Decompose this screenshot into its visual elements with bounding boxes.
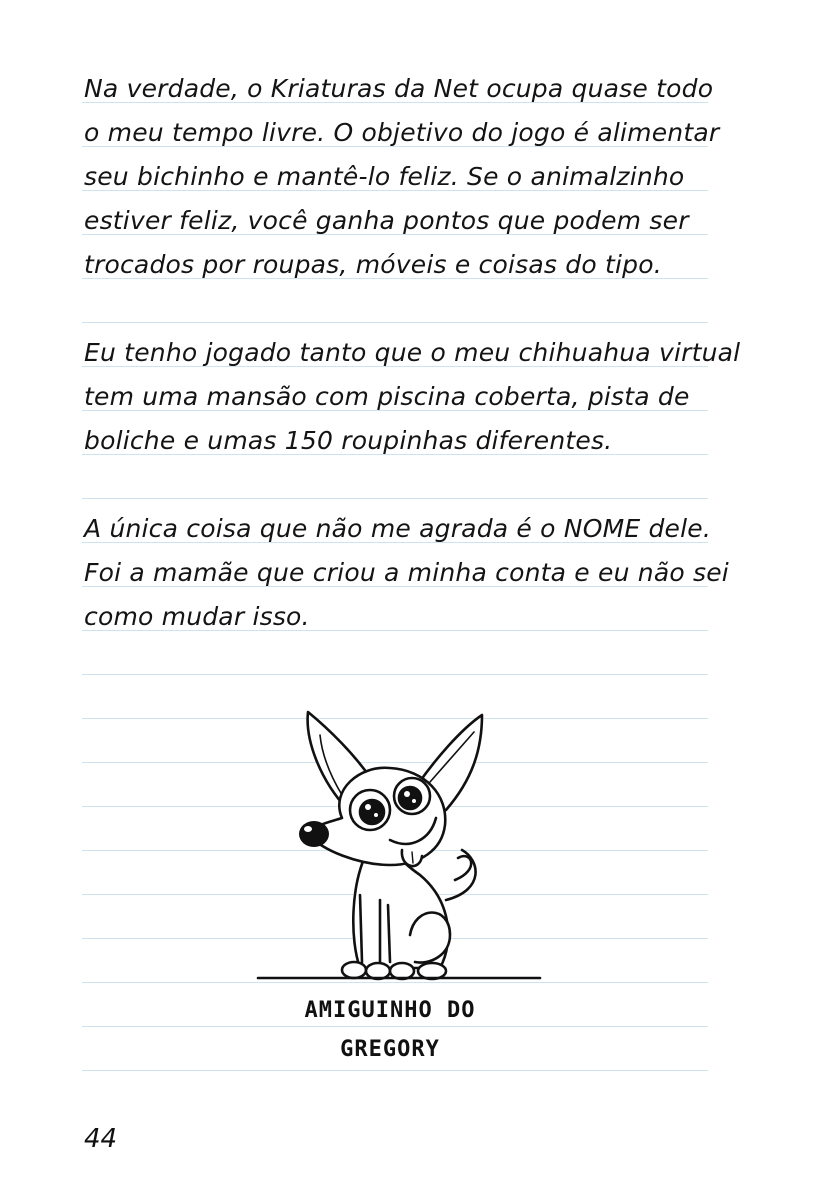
text-line: como mudar isso. xyxy=(84,602,310,631)
ruled-line xyxy=(82,322,708,323)
text-line: tem uma mansão com piscina coberta, pista de xyxy=(84,382,690,411)
illustration-caption-line2: GREGORY xyxy=(340,1037,440,1062)
ruled-line xyxy=(82,1026,708,1027)
text-line: o meu tempo livre. O objetivo do jogo é alimentar xyxy=(84,118,720,147)
ruled-line xyxy=(82,498,708,499)
page-number: 44 xyxy=(84,1124,118,1154)
ruled-line xyxy=(82,1070,708,1071)
chihuahua-icon xyxy=(250,700,550,990)
text-line: A única coisa que não me agrada é o NOME dele. xyxy=(84,514,712,543)
text-line: seu bichinho e mantê-lo feliz. Se o animalzinho xyxy=(84,162,685,191)
ruled-line xyxy=(82,674,708,675)
text-line: estiver feliz, você ganha pontos que podem ser xyxy=(84,206,689,235)
illustration-caption-line1: AMIGUINHO DO xyxy=(304,998,476,1023)
text-line: trocados por roupas, móveis e coisas do tipo. xyxy=(84,250,662,279)
text-line: boliche e umas 150 roupinhas diferentes. xyxy=(84,426,613,455)
text-line: Na verdade, o Kriaturas da Net ocupa quase todo xyxy=(84,74,714,103)
text-line: Foi a mamãe que criou a minha conta e eu não sei xyxy=(84,558,729,587)
text-line: Eu tenho jogado tanto que o meu chihuahua virtual xyxy=(84,338,741,367)
